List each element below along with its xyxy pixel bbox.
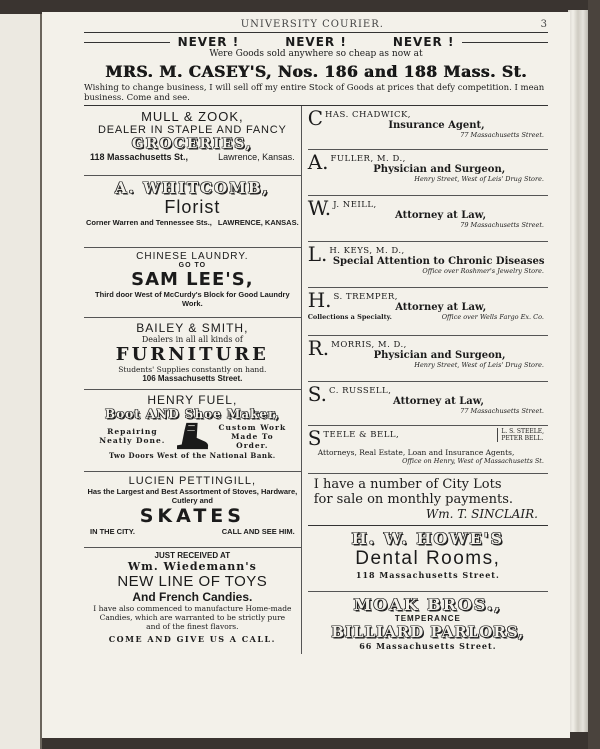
whitcomb-trade: Florist (164, 197, 221, 217)
fuel-name: HENRY FUEL, (147, 393, 238, 407)
chadwick-name: HAS. CHADWICK, (325, 110, 411, 120)
laundry-line3: Third door West of McCurdy's Block for Good Laundry Work. (95, 290, 290, 308)
chadwick-title: Insurance Agent, (388, 120, 485, 131)
page-stack-edge (568, 10, 588, 732)
moak-address: 66 Massachusetts Street. (359, 641, 497, 651)
laundry-line2: GO TO (178, 262, 207, 269)
pettingill-product: SKATES (139, 505, 245, 527)
running-head (84, 18, 548, 32)
pettingill-line1: Has the Largest and Best Assortment of Stoves, Hardware, Cutlery and (87, 487, 298, 505)
keys-address: Office over Roshmer's Jewelry Store. (422, 267, 544, 275)
facing-page-edge (0, 14, 42, 749)
bailey-line1: Dealers in all all kinds of (141, 335, 243, 344)
bailey-product: FURNITURE (115, 344, 269, 365)
casey-advertisement (84, 33, 548, 105)
russell-title: Attorney at Law, (392, 396, 485, 407)
chadwick-initial: C (307, 106, 323, 130)
fuller-address: Henry Street, West of Leis' Drug Store. (414, 175, 544, 183)
fuller-name: FULLER, M. D., (330, 154, 406, 164)
bailey-address: 106 Massachusetts Street. (142, 374, 243, 383)
laundry-name: SAM LEE'S, (131, 269, 254, 290)
moak-line1: TEMPERANCE (394, 614, 461, 623)
fuel-service-row (84, 421, 301, 451)
fuller-title: Physician and Surgeon, (373, 164, 506, 175)
casey-body: Wishing to change business, I will sell off my entire Stock of Goods at prices that defy competition. I mean business. Come and see. (84, 83, 545, 103)
pettingill-city: IN THE CITY. (90, 527, 136, 536)
fuller-initial: A. (307, 150, 329, 174)
keys-card (308, 242, 548, 288)
pettingill-ad (84, 472, 301, 548)
bailey-smith-ad (84, 318, 301, 390)
russell-card (308, 382, 548, 426)
never-3: NEVER ! (392, 35, 455, 49)
right-column (302, 106, 548, 654)
sinclair-signature: Wm. T. SINCLAIR. (425, 507, 538, 521)
left-column (84, 106, 302, 654)
wiedemann-name: Wm. Wiedemann's (127, 560, 257, 573)
howe-product: Dental Rooms, (355, 548, 501, 569)
sinclair-line2: for sale on monthly payments. (313, 492, 514, 507)
banner-rule-left (84, 42, 170, 43)
tremper-initial: H. (307, 288, 332, 312)
never-1: NEVER ! (177, 35, 240, 49)
wiedemann-line1: JUST RECEIVED AT (154, 551, 231, 560)
mull-zook-ad (84, 106, 301, 176)
whitcomb-name: A. WHITCOMB, (114, 179, 270, 197)
sinclair-line1: I have a number of City Lots (313, 477, 502, 492)
fuller-card (308, 150, 548, 196)
moak-bros-ad (308, 592, 548, 654)
whitcomb-address: Corner Warren and Tennessee Sts., (86, 218, 212, 227)
neill-address: 79 Massachusetts Street. (460, 221, 544, 229)
keys-name: H. KEYS, M. D., (329, 246, 405, 256)
wiedemann-product: NEW LINE OF TOYS (117, 573, 268, 590)
moak-name: MOAK BROS., (353, 595, 503, 614)
neill-name: J. NEILL, (333, 200, 377, 210)
wiedemann-ad (84, 548, 301, 647)
publication-title: UNIVERSITY COURIER. (240, 19, 384, 30)
howe-address: 118 Massachusetts Street. (355, 570, 500, 580)
mull-line: DEALER IN STAPLE AND FANCY (97, 124, 287, 136)
fuel-repairing: Repairing Neatly Done. (99, 427, 166, 445)
mull-product: GROCERIES, (131, 136, 253, 152)
fuel-trade: Boot AND Shoe Maker, (105, 407, 280, 421)
wiedemann-call: COME AND GIVE US A CALL. (108, 634, 276, 644)
keys-title: Special Attention to Chronic Diseases (332, 256, 545, 267)
russell-address: 77 Massachusetts Street. (460, 407, 544, 415)
tremper-specialty: Collections a Specialty. (307, 313, 392, 321)
sinclair-ad (308, 474, 548, 526)
casey-name: MRS. M. CASEY'S, Nos. 186 and 188 Mass. St. (105, 62, 527, 81)
never-2: NEVER ! (285, 35, 347, 49)
steele-partner-2: PETER BELL. (501, 435, 544, 442)
steele-initial: S (307, 426, 322, 450)
neill-card (308, 196, 548, 242)
steele-partner-1: L. S. STEELE, (501, 428, 544, 435)
tremper-card (308, 288, 548, 336)
whitcomb-ad (84, 176, 301, 248)
moak-product: BILLIARD PARLORS, (331, 623, 525, 641)
fuel-address: Two Doors West of the National Bank. (108, 451, 276, 460)
morris-name: MORRIS, M. D., (331, 340, 407, 350)
morris-title: Physician and Surgeon, (373, 350, 506, 361)
morris-initial: R. (307, 336, 330, 360)
chadwick-address: 77 Massachusetts Street. (460, 131, 544, 139)
sam-lee-laundry-ad (84, 248, 301, 318)
steele-address: Office on Henry, West of Massachusetts St. (402, 457, 544, 465)
wiedemann-product2: And French Candies. (132, 590, 253, 604)
laundry-line1: CHINESE LAUNDRY. (136, 251, 249, 262)
never-banner (84, 35, 548, 49)
casey-line1: Were Goods sold anywhere so cheap as now at (209, 49, 423, 59)
boot-icon (173, 421, 211, 451)
mull-city: Lawrence, Kansas. (218, 152, 295, 162)
page-number: 3 (540, 19, 548, 30)
steele-title: Attorneys, Real Estate, Loan and Insurance Agents, (317, 448, 515, 457)
chadwick-card (308, 106, 548, 150)
scan-border (588, 0, 600, 749)
banner-rule-right (462, 42, 548, 43)
howe-dental-ad (308, 526, 548, 592)
steele-name: TEELE & BELL, (323, 430, 400, 440)
wiedemann-line2: I have also commenced to manufacture Home-made Candies, which are warranted to be strictly pure and of the finest flavors. (93, 604, 292, 631)
morris-address: Henry Street, West of Leis' Drug Store. (414, 361, 544, 369)
whitcomb-city: LAWRENCE, KANSAS. (217, 218, 299, 227)
russell-initial: S. (307, 382, 328, 406)
tremper-name: S. TREMPER, (333, 292, 398, 302)
tremper-title: Attorney at Law, (395, 302, 487, 313)
russell-name: C. RUSSELL, (329, 386, 392, 396)
henry-fuel-ad (84, 390, 301, 472)
tremper-address: Office over Wells Fargo Ex. Co. (441, 313, 544, 321)
steele-bell-card (308, 426, 548, 474)
mull-name: MULL & ZOOK, (141, 109, 244, 124)
morris-card (308, 336, 548, 382)
keys-initial: L. (307, 242, 328, 266)
pettingill-call: CALL AND SEE HIM. (221, 527, 295, 536)
bailey-name: BAILEY & SMITH, (136, 321, 249, 335)
pettingill-name: LUCIEN PETTINGILL, (128, 475, 257, 487)
fuel-custom: Custom Work Made To Order. (218, 422, 287, 450)
steele-partners (497, 428, 544, 442)
neill-title: Attorney at Law, (395, 210, 487, 221)
neill-initial: W. (307, 196, 332, 220)
newspaper-page (42, 12, 570, 738)
howe-name: H. W. HOWE'S (351, 529, 505, 548)
ad-columns (84, 105, 548, 654)
mull-address: 118 Massachusetts St., (90, 152, 189, 162)
bailey-line2: Students' Supplies constantly on hand. (118, 365, 267, 374)
